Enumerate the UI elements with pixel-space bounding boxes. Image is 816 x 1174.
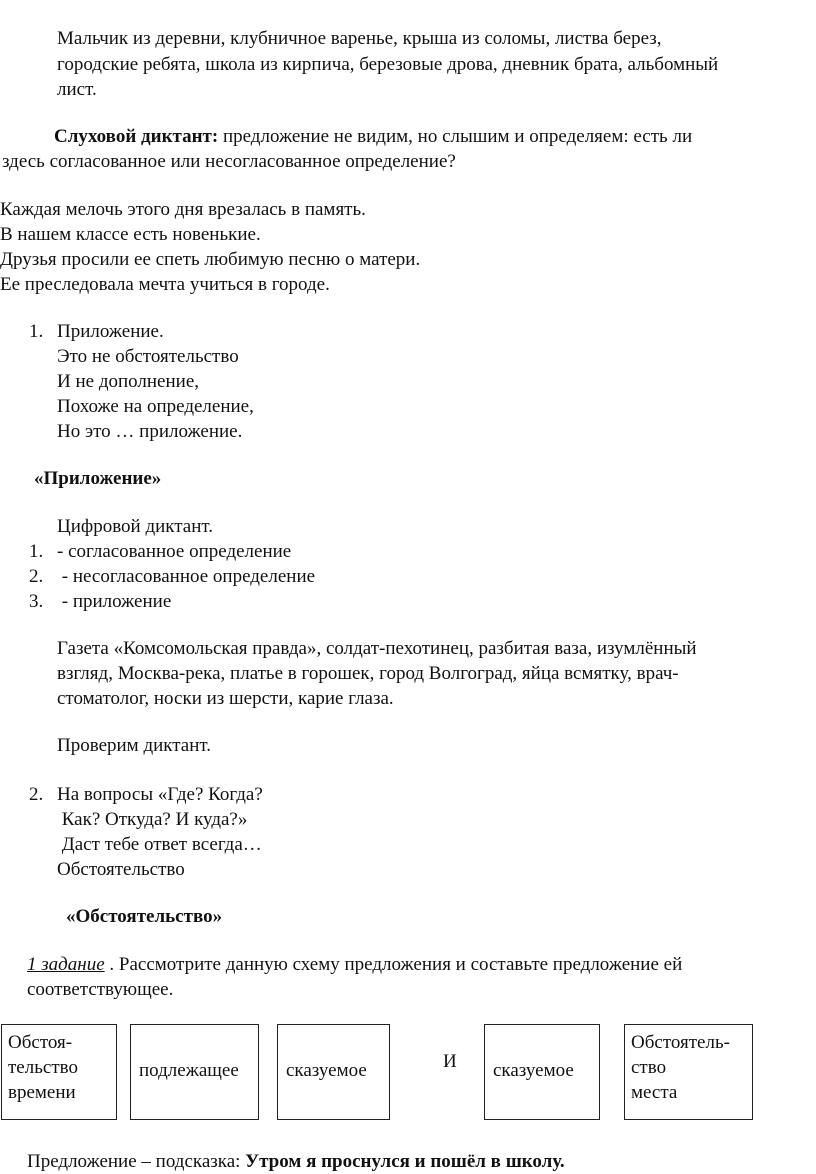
poem2-line-1: На вопросы «Где? Когда? (57, 784, 263, 805)
scheme-box-predicate-1 (277, 1024, 390, 1120)
sentence-4: Ее преследовала мечта учиться в городе. (0, 274, 330, 295)
hint-sentence: Утром я проснулся и пошёл в школу. (245, 1151, 565, 1172)
poem1-line-3: И не дополнение, (57, 371, 200, 392)
poem1-line-4: Похоже на определение, (57, 396, 254, 417)
sentence-3: Друзья просили ее спеть любимую песню о матери. (0, 249, 421, 270)
check-dictation: Проверим диктант. (57, 735, 212, 756)
dictation-text: предложение не видим, но слышим и определяем: есть ли (218, 126, 693, 147)
intro-line-2: городские ребята, школа из кирпича, березовые дрова, дневник брата, альбомный (57, 54, 719, 75)
hint-line (27, 1152, 565, 1171)
scheme-box-subject (130, 1024, 259, 1120)
heading-circumstance: «Обстоятельство» (66, 906, 223, 927)
scheme-box-predicate-2 (484, 1024, 600, 1120)
digital-num-1: 1. (29, 541, 44, 562)
digital-num-3: 3. (29, 591, 44, 612)
task-line-1 (27, 955, 682, 974)
digital-item-3: - приложение (57, 591, 172, 612)
task-label: 1 задание (27, 954, 105, 975)
digital-item-2: - несогласованное определение (57, 566, 316, 587)
sentence-2: В нашем классе есть новенькие. (0, 224, 261, 245)
poem1-number: 1. (29, 321, 44, 342)
phrases-line-3: стоматолог, носки из шерсти, карие глаза. (57, 688, 394, 709)
hint-label: Предложение – подсказка: (27, 1151, 246, 1172)
scheme-conjunction: И (443, 1051, 457, 1072)
task-text: . Рассмотрите данную схему предложения и составьте предложение ей (104, 954, 683, 975)
intro-line-3: лист. (57, 79, 97, 100)
dictation-line-2: здесь согласованное или несогласованное определение? (2, 151, 456, 172)
digital-num-2: 2. (29, 566, 44, 587)
intro-line-1: Мальчик из деревни, клубничное варенье, крыша из соломы, листва берез, (57, 28, 662, 49)
phrases-line-2: взгляд, Москва-река, платье в горошек, город Волгоград, яйца всмятку, врач- (57, 663, 679, 684)
scheme-subject-label: подлежащее (139, 1059, 239, 1081)
digital-item-1: - согласованное определение (57, 541, 292, 562)
scheme-predicate-1-label: сказуемое (286, 1059, 367, 1081)
scheme-box-time-line-3: времени (8, 1082, 76, 1103)
scheme-box-time-line-1: Обстоя- (8, 1032, 73, 1053)
poem2-number: 2. (29, 784, 44, 805)
poem2-line-4: Обстоятельство (57, 859, 185, 880)
poem2-line-2: Как? Откуда? И куда?» (57, 809, 248, 830)
scheme-box-time (1, 1024, 117, 1120)
poem1-line-5: Но это … приложение. (57, 421, 243, 442)
sentence-1: Каждая мелочь этого дня врезалась в память. (0, 199, 366, 220)
phrases-line-1: Газета «Комсомольская правда», солдат-пехотинец, разбитая ваза, изумлённый (57, 638, 697, 659)
scheme-box-place (624, 1024, 753, 1120)
task-line-2: соответствующее. (27, 979, 174, 1000)
scheme-box-time-line-2: тельство (8, 1057, 78, 1078)
heading-application: «Приложение» (34, 468, 162, 489)
scheme-predicate-2-label: сказуемое (493, 1059, 574, 1081)
poem1-line-2: Это не обстоятельство (57, 346, 239, 367)
dictation-title: Слуховой диктант: (54, 126, 219, 147)
scheme-box-place-line-1: Обстоятель- (631, 1032, 730, 1053)
dictation-line-1 (54, 127, 692, 146)
poem1-line-1: Приложение. (57, 321, 164, 342)
scheme-box-place-line-3: места (631, 1082, 678, 1103)
poem2-line-3: Даст тебе ответ всегда… (57, 834, 262, 855)
scheme-box-place-line-2: ство (631, 1057, 667, 1078)
digital-title: Цифровой диктант. (57, 516, 214, 537)
